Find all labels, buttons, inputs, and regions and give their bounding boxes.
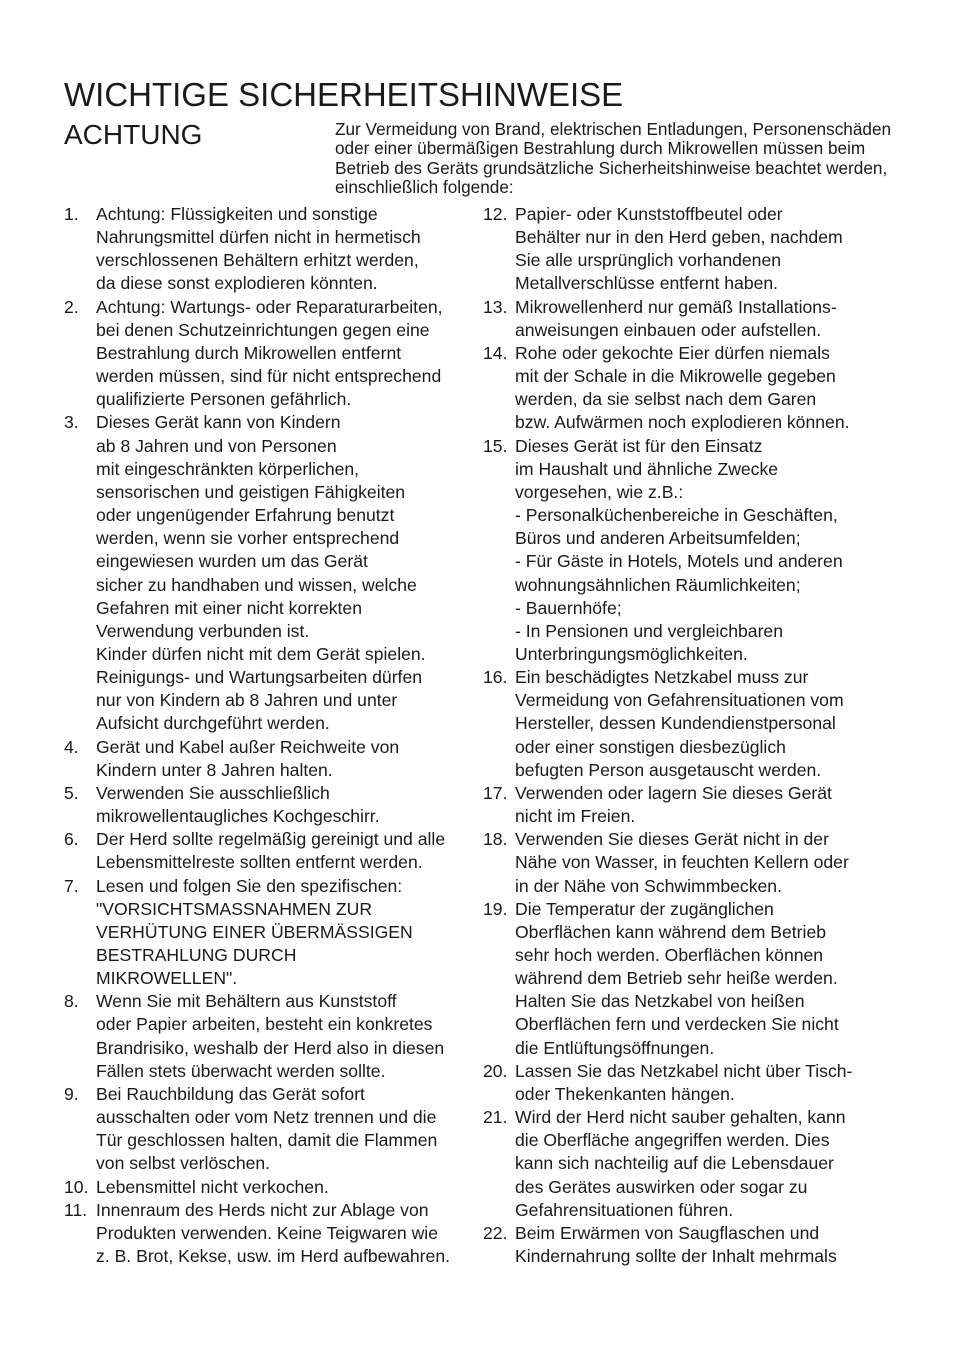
section-heading-achtung: ACHTUNG <box>64 119 203 150</box>
item-number: 14. <box>483 342 508 363</box>
item-text: Verwenden Sie dieses Gerät nicht in der Nähe von Wasser, in feuchten Kellern oder in der Nähe von Schwimmbecken. <box>515 829 849 896</box>
item-text: Dieses Gerät kann von Kindern ab 8 Jahren und von Personen mit eingeschränkten körperlichen, sensorischen und geistigen Fähigkeiten oder ungenügender Erfahrung benutzt werden, wenn sie vorher entsprechend eingewiesen wurden um das Gerät sicher zu handhaben und wissen, welche Gefahren mit einer nicht korrekten Verwendung verbunden ist. Kinder dürfen nicht mit dem Gerät spielen. Reinigungs- und Wartungsarbeiten dürfen nur von Kindern ab 8 Jahren und unter Aufsicht durchgeführt werden. <box>96 412 426 734</box>
item-number: 2. <box>64 296 79 317</box>
item-number: 9. <box>64 1083 79 1104</box>
item-number: 22. <box>483 1222 508 1243</box>
item-number: 11. <box>64 1199 88 1220</box>
item-text: Mikrowellenherd nur gemäß Installations- anweisungen einbauen oder aufstellen. <box>515 296 837 340</box>
list-item <box>64 1199 484 1268</box>
list-item <box>483 296 903 342</box>
list-item <box>483 782 903 828</box>
item-text: Verwenden Sie ausschließlich mikrowellentaugliches Kochgeschirr. <box>96 782 380 827</box>
item-text: Rohe oder gekochte Eier dürfen niemals mit der Schale in die Mikrowelle gegeben werden, da sie selbst nach dem Garen bzw. Aufwärmen noch explodieren können. <box>515 342 850 433</box>
list-item <box>483 1222 903 1268</box>
item-number: 3. <box>64 412 79 433</box>
list-item <box>64 1083 484 1176</box>
list-item <box>483 1106 903 1222</box>
item-text: Achtung: Flüssigkeiten und sonstige Nahrungsmittel dürfen nicht in hermetisch verschlossenen Behältern erhitzt werden, da diese sonst explodieren könnten. <box>96 204 421 294</box>
item-text: Verwenden oder lagern Sie dieses Gerät nicht im Freien. <box>515 782 832 827</box>
list-item <box>64 411 484 735</box>
item-text: Achtung: Wartungs- oder Reparaturarbeiten, bei denen Schutzeinrichtungen gegen eine Bestrahlung durch Mikrowellen entfernt werden müssen, sind für nicht entsprechend qualifizierte Personen gefährlich. <box>96 296 443 410</box>
item-text: Innenraum des Herds nicht zur Ablage von Produkten verwenden. Keine Teigwaren wie z. B. Brot, Kekse, usw. im Herd aufbewahren. <box>96 1199 450 1267</box>
item-number: 10. <box>64 1176 89 1197</box>
list-item <box>64 1176 484 1199</box>
item-number: 13. <box>483 296 508 317</box>
safety-list-left <box>64 203 484 1268</box>
list-item <box>483 898 903 1060</box>
item-text: Beim Erwärmen von Saugflaschen und Kindernahrung sollte der Inhalt mehrmals <box>515 1222 837 1267</box>
safety-list-right <box>483 203 903 1268</box>
page-title: WICHTIGE SICHERHEITSHINWEISE <box>64 76 624 113</box>
item-text: Gerät und Kabel außer Reichweite von Kindern unter 8 Jahren halten. <box>96 736 400 780</box>
item-text: Der Herd sollte regelmäßig gereinigt und alle Lebensmittelreste sollten entfernt werden. <box>96 829 446 873</box>
item-number: 5. <box>64 782 79 803</box>
list-item <box>483 203 903 296</box>
list-item <box>64 736 484 782</box>
item-number: 8. <box>64 991 79 1012</box>
item-number: 4. <box>64 736 79 757</box>
list-item <box>483 1060 903 1106</box>
list-item <box>64 296 484 412</box>
item-text: Wird der Herd nicht sauber gehalten, kann die Oberfläche angegriffen werden. Dies kann sich nachteilig auf die Lebensdauer des Gerätes auswirken oder sogar zu Gefahrensituationen führen. <box>515 1107 846 1220</box>
list-item <box>64 875 484 991</box>
item-text: Papier- oder Kunststoffbeutel oder Behälter nur in den Herd geben, nachdem Sie alle ursprünglich vorhandenen Metallverschlüsse entfernt haben. <box>515 204 843 294</box>
intro-paragraph: Zur Vermeidung von Brand, elektrischen Entladungen, Personenschäden oder einer übermäßigen Bestrahlung durch Mikrowellen müssen beim Betrieb des Geräts grundsätzliche Sicherheitshinweise beachtet werden, einschließlich folgende: <box>335 119 892 198</box>
item-text: Lebensmittel nicht verkochen. <box>96 1176 329 1197</box>
list-item <box>64 203 484 296</box>
item-text: Die Temperatur der zugänglichen Oberflächen kann während dem Betrieb sehr hoch werden. Oberflächen können während dem Betrieb sehr heiße werden. Halten Sie das Netzkabel von heißen Oberflächen fern und verdecken Sie nicht die Entlüftungsöffnungen. <box>515 898 839 1058</box>
item-number: 19. <box>483 898 508 919</box>
list-item <box>64 990 484 1083</box>
item-number: 20. <box>483 1060 508 1081</box>
list-item <box>483 435 903 667</box>
item-text: Lassen Sie das Netzkabel nicht über Tisch- oder Thekenkanten hängen. <box>515 1060 853 1104</box>
item-number: 1. <box>64 204 79 224</box>
item-text: Lesen und folgen Sie den spezifischen: "VORSICHTSMASSNAHMEN ZUR VERHÜTUNG EINER ÜBERMÄSSIGEN BESTRAHLUNG DURCH MIKROWELLEN". <box>96 875 413 989</box>
item-number: 18. <box>483 829 508 850</box>
list-item <box>64 828 484 874</box>
item-number: 7. <box>64 875 79 896</box>
item-text: Ein beschädigtes Netzkabel muss zur Vermeidung von Gefahrensituationen vom Hersteller, dessen Kundendienstpersonal oder einer sonstigen diesbezüglich befugten Person ausgetauscht werden. <box>515 667 844 780</box>
list-item <box>483 828 903 897</box>
list-item <box>483 342 903 435</box>
item-number: 16. <box>483 667 508 688</box>
item-text: Wenn Sie mit Behältern aus Kunststoff oder Papier arbeiten, besteht ein konkretes Brandrisiko, weshalb der Herd also in diesen Fällen stets überwacht werden sollte. <box>96 991 445 1081</box>
item-number: 21. <box>483 1107 508 1128</box>
item-number: 6. <box>64 829 79 850</box>
list-item <box>483 666 903 782</box>
list-item <box>64 782 484 828</box>
item-text: Dieses Gerät ist für den Einsatz im Haushalt und ähnliche Zwecke vorgesehen, wie z.B.: - Personalküchenbereiche in Geschäften, Büros und anderen Arbeitsumfelden; - Für Gäste in Hotels, Motels und anderen wohnungsähnlichen Räumlichkeiten; - Bauernhöfe; - In Pensionen und vergleichbaren Unterbringungsmöglichkeiten. <box>515 435 843 664</box>
item-text: Bei Rauchbildung das Gerät sofort ausschalten oder vom Netz trennen und die Tür geschlossen halten, damit die Flammen von selbst verlöschen. <box>96 1083 438 1174</box>
item-number: 12. <box>483 204 508 224</box>
item-number: 17. <box>483 782 508 803</box>
item-number: 15. <box>483 435 508 456</box>
